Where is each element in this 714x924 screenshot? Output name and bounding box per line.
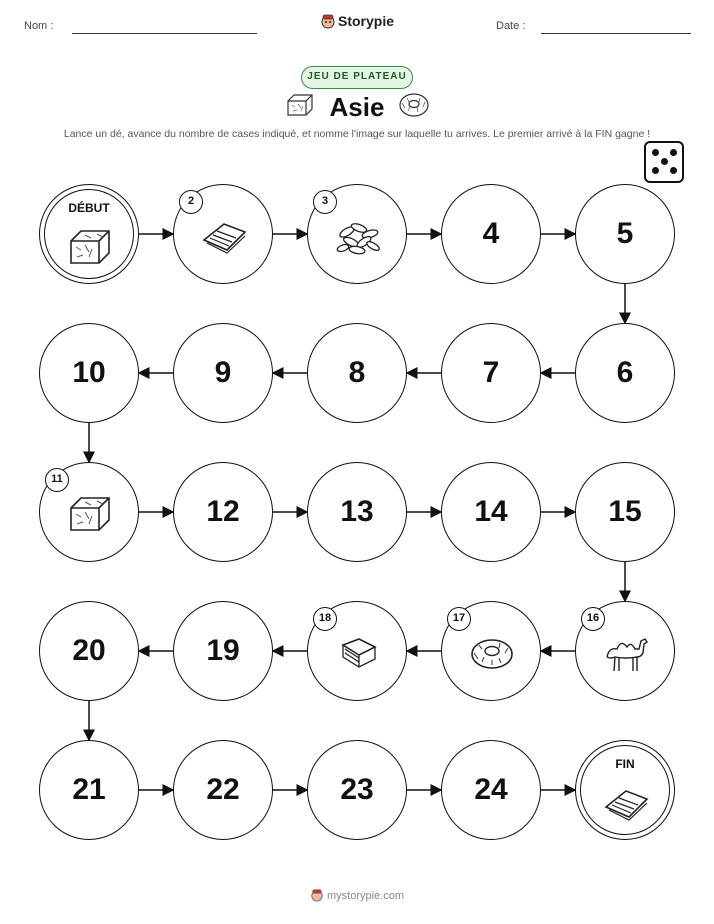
cell-number: 4 (482, 217, 500, 250)
board-cell (307, 323, 407, 423)
board-cell (307, 462, 407, 562)
cell-number: 20 (72, 634, 106, 667)
cell-number: 9 (214, 356, 232, 389)
board-cell (173, 740, 273, 840)
book-icon (333, 627, 383, 677)
storypie-logo-icon (320, 13, 336, 32)
game-type-badge: JEU DE PLATEAU (301, 66, 413, 89)
seeds-icon (333, 210, 383, 260)
cell-number-badge: 17 (447, 607, 471, 631)
board-cell (441, 462, 541, 562)
footer (0, 888, 714, 905)
name-label: Nom : (24, 20, 54, 32)
name-line[interactable] (72, 33, 257, 34)
cell-number: 24 (474, 773, 508, 806)
footer-url: mystorypie.com (326, 890, 405, 902)
brand (0, 13, 714, 32)
cell-number-badge: 3 (313, 190, 337, 214)
board-cell (307, 740, 407, 840)
date-label: Date : (496, 20, 526, 32)
board-cell (575, 184, 675, 284)
tofu-icon (65, 488, 115, 538)
cell-number-badge: 18 (313, 607, 337, 631)
folded-cloth-icon (199, 210, 249, 260)
cell-number: 22 (206, 773, 240, 806)
board-cell (173, 323, 273, 423)
camel-icon (601, 627, 651, 677)
cell-number: 19 (206, 634, 240, 667)
folded-cloth-icon (601, 777, 651, 827)
cell-number: 15 (608, 495, 642, 528)
donut-icon (467, 627, 517, 677)
board-cell (441, 740, 541, 840)
end-cell (575, 740, 675, 840)
cell-number: 14 (474, 495, 508, 528)
cell-number: 6 (616, 356, 634, 389)
cell-label: DÉBUT (68, 201, 110, 215)
board-cell (441, 323, 541, 423)
cell-number: 21 (72, 773, 106, 806)
donut-title-icon (398, 92, 430, 123)
board-cell (39, 740, 139, 840)
cell-number-badge: 2 (179, 190, 203, 214)
cell-number: 23 (340, 773, 374, 806)
date-line[interactable] (541, 33, 691, 34)
board-cell (575, 462, 675, 562)
cell-label: FIN (615, 757, 635, 771)
tofu-icon (65, 221, 115, 271)
board-cell (575, 323, 675, 423)
storypie-footer-logo-icon (310, 888, 324, 905)
cell-number: 5 (616, 217, 634, 250)
instructions: Lance un dé, avance du nombre de cases indiqué, et nomme l'image sur laquelle tu arrives. Le premier arrivé à la FIN gagne ! (63, 128, 651, 140)
board-cell (39, 601, 139, 701)
cell-number: 10 (72, 356, 106, 389)
cell-number: 8 (348, 356, 366, 389)
cell-number: 12 (206, 495, 240, 528)
cell-number-badge: 16 (581, 607, 605, 631)
page-title: Asie (329, 92, 385, 122)
cell-number: 7 (482, 356, 500, 389)
cell-number-badge: 11 (45, 468, 69, 492)
board-cell (173, 601, 273, 701)
brand-name: Storypie (337, 13, 394, 29)
board-cell (173, 462, 273, 562)
start-cell (39, 184, 139, 284)
cell-number: 13 (340, 495, 374, 528)
board-cell (39, 323, 139, 423)
board-cell (441, 184, 541, 284)
dice-icon (644, 141, 684, 183)
